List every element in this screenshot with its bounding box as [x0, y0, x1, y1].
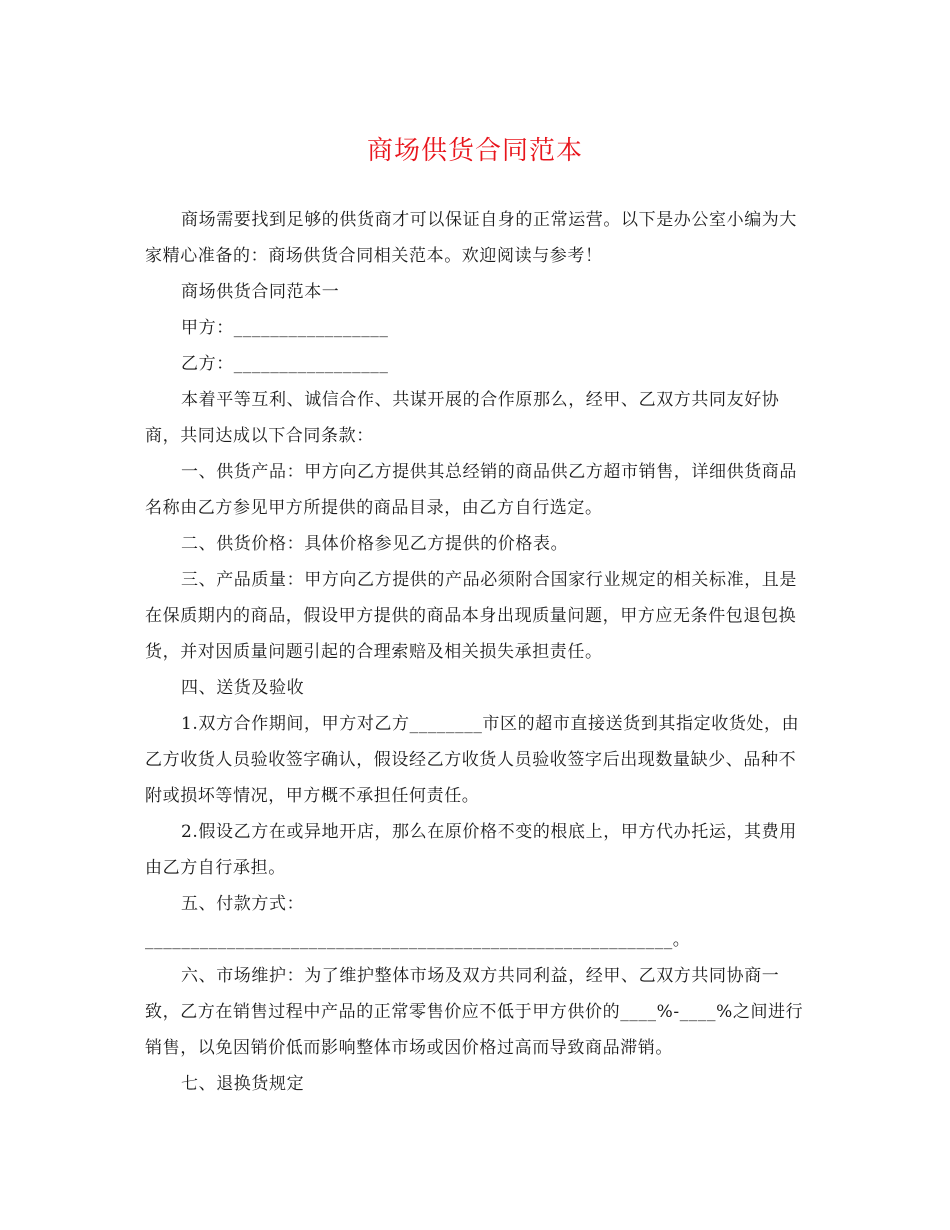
clause-delivery-item-2: 2.假设乙方在或异地开店，那么在原价格不变的根底上，甲方代办托运，其费用由乙方自行承担。 [145, 822, 797, 878]
document-body [145, 202, 805, 1102]
clause-product-quality: 三、产品质量：甲方向乙方提供的产品必须附合国家行业规定的相关标准，且是在保质期内的商品，假设甲方提供的商品本身出现质量问题，甲方应无条件包退包换货，并对因质量问题引起的合理索赔及相关损失承担责任。 [145, 570, 797, 662]
payment-blank-line: __________________________________________________________。 [145, 930, 691, 950]
section-heading: 商场供货合同范本一 [181, 282, 340, 302]
clause-payment-heading: 五、付款方式： [181, 894, 305, 914]
clause-delivery-item-1: 1.双方合作期间，甲方对乙方________市区的超市直接送货到其指定收货处，由乙方收货人员验收签字确认，假设经乙方收货人员验收签字后出现数量缺少、品种不附或损坏等情况，甲方概不承担任何责任。 [145, 714, 800, 806]
document-title: 商场供货合同范本 [366, 136, 583, 166]
clause-delivery-heading: 四、送货及验收 [181, 678, 305, 698]
party-a-line: 甲方：_________________ [181, 318, 389, 338]
clause-market-maintenance: 六、市场维护：为了维护整体市场及双方共同利益，经甲、乙双方共同协商一致，乙方在销售过程中产品的正常零售价应不低于甲方供价的____%-____%之间进行销售，以免因销价低而影响整体市场或因价格过高而导致商品滞销。 [145, 966, 804, 1058]
clause-returns-heading: 七、退换货规定 [181, 1074, 305, 1094]
clause-supply-products: 一、供货产品：甲方向乙方提供其总经销的商品供乙方超市销售，详细供货商品名称由乙方参见甲方所提供的商品目录，由乙方自行选定。 [145, 462, 797, 518]
party-b-line: 乙方：_________________ [181, 354, 389, 374]
clause-supply-price: 二、供货价格：具体价格参见乙方提供的价格表。 [181, 534, 569, 554]
intro-paragraph: 商场需要找到足够的供货商才可以保证自身的正常运营。以下是办公室小编为大家精心准备的：商场供货合同相关范本。欢迎阅读与参考！ [145, 210, 797, 266]
preamble-paragraph: 本着平等互利、诚信合作、共谋开展的合作原那么，经甲、乙双方共同友好协商，共同达成以下合同条款： [145, 390, 780, 446]
